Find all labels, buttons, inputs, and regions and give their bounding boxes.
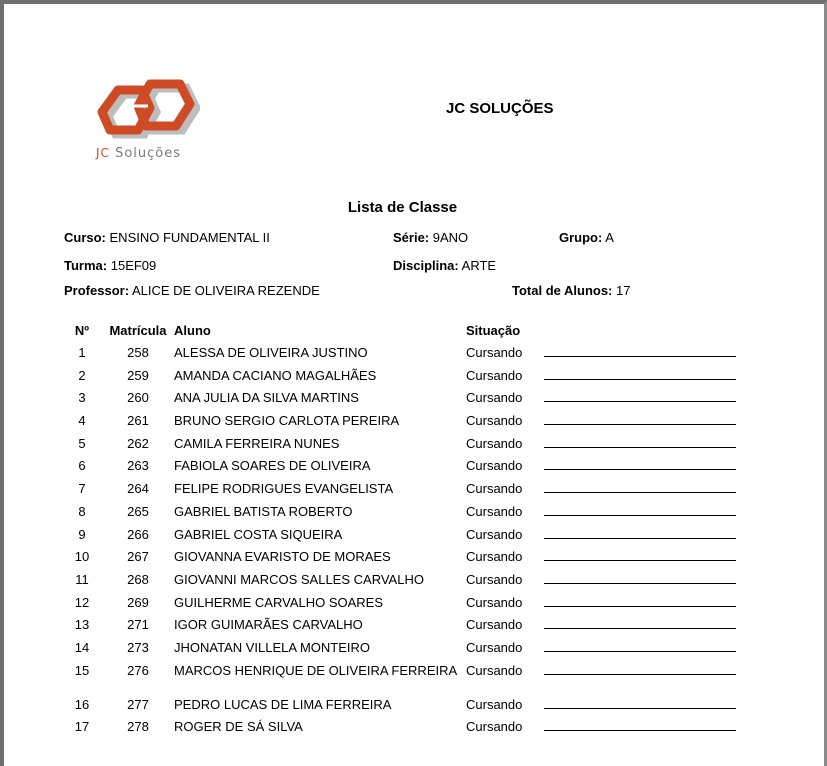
row-situacao: Cursando xyxy=(466,413,523,429)
row-num: 9 xyxy=(78,526,86,542)
header-situacao: Situação xyxy=(466,322,521,338)
table-row xyxy=(62,637,740,660)
row-matricula: 261 xyxy=(127,413,149,429)
disciplina-field: Disciplina: ARTE xyxy=(393,258,497,273)
signature-line xyxy=(544,478,740,501)
row-num: 11 xyxy=(75,571,89,587)
row-situacao: Cursando xyxy=(466,549,523,565)
table-row xyxy=(62,524,740,547)
row-aluno: ANA JULIA DA SILVA MARTINS xyxy=(174,390,359,406)
table-row xyxy=(62,716,740,739)
header-signature xyxy=(544,318,740,342)
table-row xyxy=(62,546,740,569)
table-row xyxy=(62,365,740,388)
company-name: JC SOLUÇÕES xyxy=(446,100,554,117)
row-num: 1 xyxy=(78,345,86,360)
row-num: 2 xyxy=(78,367,86,383)
table-row xyxy=(62,478,740,501)
row-matricula: 278 xyxy=(127,719,149,735)
row-num: 3 xyxy=(78,390,86,406)
header-num: Nº xyxy=(74,322,90,338)
row-aluno: AMANDA CACIANO MAGALHÃES xyxy=(174,367,377,383)
row-aluno: FABIOLA SOARES DE OLIVEIRA xyxy=(174,458,371,474)
curso-field: Curso: ENSINO FUNDAMENTAL II xyxy=(64,230,270,245)
row-matricula: 276 xyxy=(127,662,149,678)
row-matricula: 271 xyxy=(127,617,149,633)
serie-field: Série: 9ANO xyxy=(393,230,469,245)
signature-line xyxy=(544,433,740,456)
row-aluno: GABRIEL COSTA SIQUEIRA xyxy=(174,526,343,542)
table-row xyxy=(62,694,740,717)
row-num: 6 xyxy=(78,458,86,474)
table-row xyxy=(62,569,740,592)
row-matricula: 273 xyxy=(127,639,149,655)
row-num: 16 xyxy=(74,696,90,712)
row-situacao: Cursando xyxy=(466,435,523,451)
signature-line xyxy=(544,524,740,547)
row-matricula: 265 xyxy=(127,503,149,519)
row-situacao: Cursando xyxy=(466,594,523,610)
table-row xyxy=(62,592,740,615)
signature-line xyxy=(544,569,740,592)
table-row xyxy=(62,342,740,365)
row-matricula: 260 xyxy=(127,390,149,406)
row-situacao: Cursando xyxy=(466,345,523,360)
class-roster-table xyxy=(62,318,740,739)
signature-line xyxy=(544,501,740,524)
row-num: 14 xyxy=(74,639,90,655)
row-situacao: Cursando xyxy=(466,662,523,678)
professor-field: Professor: ALICE DE OLIVEIRA REZENDE xyxy=(64,283,320,298)
row-aluno: CAMILA FERREIRA NUNES xyxy=(174,435,340,451)
header-aluno: Aluno xyxy=(174,322,211,338)
row-aluno: IGOR GUIMARÃES CARVALHO xyxy=(174,617,363,633)
signature-line xyxy=(544,410,740,433)
table-row xyxy=(62,387,740,410)
row-num: 13 xyxy=(74,617,90,633)
row-matricula: 277 xyxy=(127,696,149,712)
row-situacao: Cursando xyxy=(466,390,523,406)
row-matricula: 264 xyxy=(127,481,149,497)
row-matricula: 266 xyxy=(127,526,149,542)
row-num: 8 xyxy=(78,503,86,519)
row-matricula: 268 xyxy=(127,571,149,587)
row-aluno: GIOVANNI MARCOS SALLES CARVALHO xyxy=(174,571,424,587)
row-aluno: PEDRO LUCAS DE LIMA FERREIRA xyxy=(174,696,392,712)
table-row xyxy=(62,433,740,456)
row-situacao: Cursando xyxy=(466,367,523,383)
header-matricula: Matrícula xyxy=(109,322,167,338)
row-matricula: 259 xyxy=(127,367,149,383)
signature-line xyxy=(544,365,740,388)
row-aluno: ROGER DE SÁ SILVA xyxy=(174,719,303,735)
row-aluno: FELIPE RODRIGUES EVANGELISTA xyxy=(174,481,394,497)
table-row xyxy=(62,660,740,694)
row-num: 5 xyxy=(78,435,86,451)
signature-line xyxy=(544,546,740,569)
row-matricula: 262 xyxy=(127,435,149,451)
signature-line xyxy=(544,716,740,739)
turma-field: Turma: 15EF09 xyxy=(64,258,157,273)
row-situacao: Cursando xyxy=(466,458,523,474)
row-matricula: 263 xyxy=(127,458,149,474)
signature-line xyxy=(544,455,740,478)
table-row xyxy=(62,501,740,524)
signature-line xyxy=(544,342,740,365)
row-aluno: JHONATAN VILLELA MONTEIRO xyxy=(174,639,371,655)
signature-line xyxy=(544,614,740,637)
row-num: 12 xyxy=(74,594,90,610)
row-matricula: 267 xyxy=(127,549,149,565)
row-situacao: Cursando xyxy=(466,571,523,587)
signature-line xyxy=(544,387,740,410)
row-num: 7 xyxy=(78,481,86,497)
row-situacao: Cursando xyxy=(466,526,523,542)
table-header-row xyxy=(62,318,740,342)
table-row xyxy=(62,614,740,637)
signature-line xyxy=(544,660,740,694)
row-aluno: GUILHERME CARVALHO SOARES xyxy=(174,594,384,610)
row-situacao: Cursando xyxy=(466,481,523,497)
signature-line xyxy=(544,637,740,660)
signature-line xyxy=(544,592,740,615)
row-matricula: 258 xyxy=(127,345,149,360)
row-num: 10 xyxy=(74,549,90,565)
row-situacao: Cursando xyxy=(466,617,523,633)
row-aluno: MARCOS HENRIQUE DE OLIVEIRA FERREIRA xyxy=(174,662,458,678)
signature-line xyxy=(544,694,740,717)
row-aluno: GABRIEL BATISTA ROBERTO xyxy=(174,503,353,519)
row-situacao: Cursando xyxy=(466,696,523,712)
row-situacao: Cursando xyxy=(466,503,523,519)
table-row xyxy=(62,410,740,433)
row-matricula: 269 xyxy=(127,594,149,610)
row-num: 15 xyxy=(74,662,90,678)
logo-caption: JC Soluções xyxy=(96,146,181,161)
table-body xyxy=(62,342,740,739)
row-situacao: Cursando xyxy=(466,639,523,655)
document-title: Lista de Classe xyxy=(347,199,458,216)
row-num: 17 xyxy=(74,719,90,735)
grupo-field: Grupo: A xyxy=(559,230,614,245)
row-num: 4 xyxy=(78,413,86,429)
total-alunos-field: Total de Alunos: 17 xyxy=(512,283,631,298)
row-aluno: GIOVANNA EVARISTO DE MORAES xyxy=(174,549,391,565)
row-aluno: BRUNO SERGIO CARLOTA PEREIRA xyxy=(174,413,400,429)
row-aluno: ALESSA DE OLIVEIRA JUSTINO xyxy=(174,345,368,360)
table-row xyxy=(62,455,740,478)
row-situacao: Cursando xyxy=(466,719,523,735)
